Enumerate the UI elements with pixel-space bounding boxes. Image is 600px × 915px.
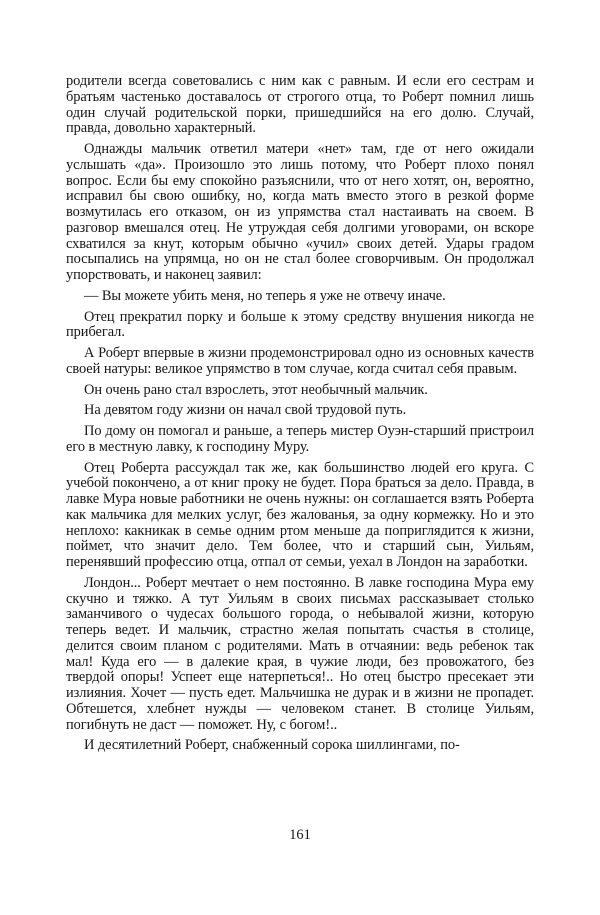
- paragraph: родители всегда советовались с ним как с равным. И если его сестрам и братьям частенько доставалось от строгого отца, то Роберт помнил лишь один случай родительской порки, пришедшийся на его долю. Случай, правда, довольно характерный.: [66, 73, 534, 137]
- paragraph: — Вы можете убить меня, но теперь я уже не отвечу иначе.: [84, 287, 446, 304]
- book-page: [66, 74, 534, 759]
- paragraph: Лондон... Роберт мечтает о нем постоянно. В лавке господина Мура ему скучно и тяжко. А тут Уильям в своих письмах рассказывает столько заманчивого о чудесах большого города, о небывалой жизни, которую теперь ведет. И мальчик, страстно желая попытать счастья в столице, делится своим планом с родителями. Мать в отчаянии: ведь ребенок так мал! Куда его — в далекие края, в чужие люди, без провожатого, без твердой опоры! Успеет еще натерпеться!.. Но отец быстро пресекает эти излияния. Хочет — пусть едет. Мальчишка не дурак и в жизни не пропадет. Обтешется, хлебнет нужды — человеком станет. В столице Уильям, погибнуть не даст — поможет. Ну, с богом!..: [66, 574, 534, 733]
- paragraph: Отец Роберта рассуждал так же, как большинство людей его круга. С учебой покончено, а от книг проку не будет. Пора браться за дело. Правда, в лавке Мура новые работники не очень нужны: он соглашается взять Роберта как мальчика для мелких услуг, без жалованья, за одну кормежку. Но и это неплохо: какникак в семье одним ртом меньше да поприглядится к жизни, поймет, что значит дело. Тем более, что и старший сын, Уильям, перенявший профессию отца, отпал от семьи, уехал в Лондон на заработки.: [66, 459, 534, 570]
- paragraph: Он очень рано стал взрослеть, этот необычный мальчик.: [84, 381, 428, 398]
- page-number: 161: [289, 827, 311, 843]
- paragraph: Отец прекратил порку и больше к этому средству внушения никогда не прибегал.: [66, 308, 534, 341]
- paragraph: А Роберт впервые в жизни продемонстрировал одно из основных качеств своей натуры: великое упрямство в том случае, когда считал себя правым.: [66, 345, 534, 377]
- body-text: [66, 74, 534, 754]
- paragraph: На девятом году жизни он начал свой трудовой путь.: [84, 402, 407, 419]
- paragraph: По дому он помогал и раньше, а теперь мистер Оуэн-старший пристроил его в местную лавку, к господину Муру.: [66, 423, 534, 455]
- paragraph: И десятилетний Роберт, снабженный сорока шиллингами, по-: [84, 737, 460, 754]
- paragraph: Однажды мальчик ответил матери «нет» там, где от него ожидали услышать «да». Произошло это лишь потому, что Роберт плохо понял вопрос. Если бы ему спокойно разъяснили, что от него хотят, он, вероятно, исправил бы свою ошибку, но, когда мать вместо этого в резкой форме возмутилась его отказом, он из упрямства стал настаивать на своем. В разговор вмешался отец. Не утруждая себя долгими уговорами, он вскоре схватился за кнут, которым обычно «учил» своих детей. Удары градом посыпались на упрямца, но он не стал более сговорчивым. Он продолжал упорствовать, и наконец заявил:: [66, 141, 534, 283]
